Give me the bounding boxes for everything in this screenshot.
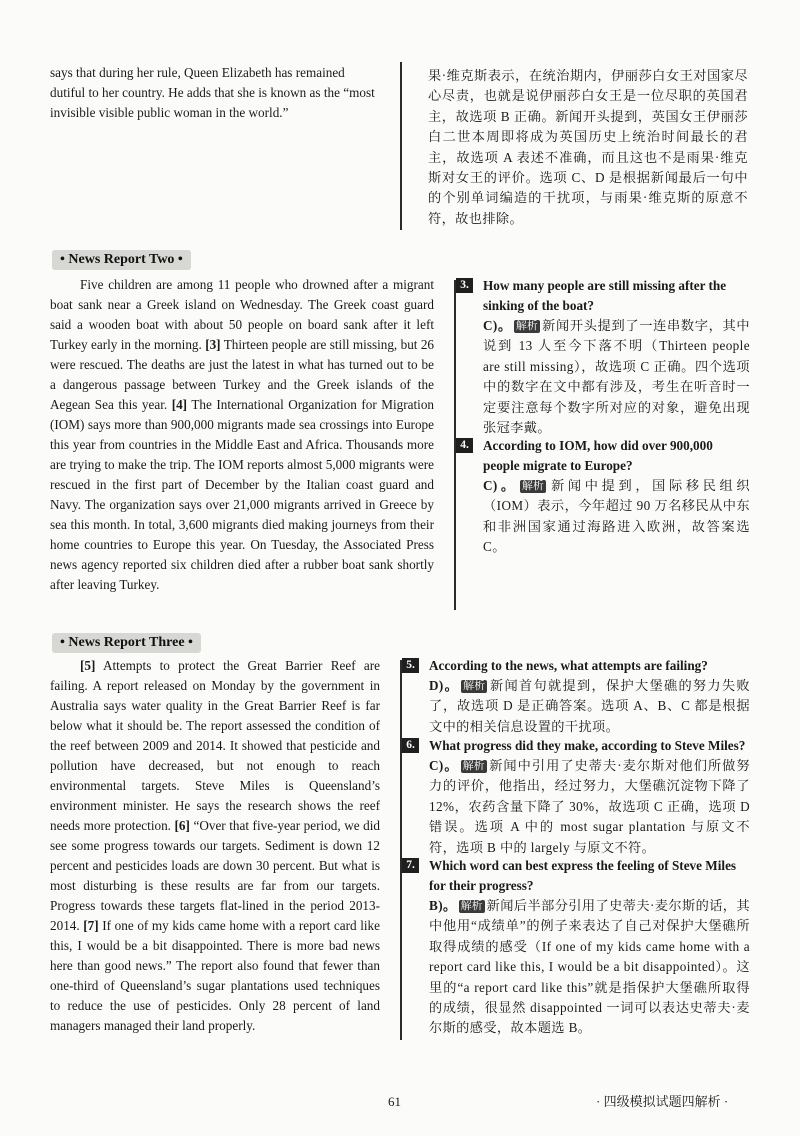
report-three-text-1: Attempts to protect the Great Barrier Reef are failing. A report released on Monday by the government in Australia says water quality in the Great Barrier Reef is far below what it should be. The report assessed the condition of the reef between 2009 and 2014. It showed that pesticide and pollution have decreased, but not enough to reach environmental targets. Steve Miles is Queensland’s environment minister. He says the research shows the reef needs more protection. bbox=[50, 658, 380, 833]
analysis-tag: 解析 bbox=[463, 680, 486, 692]
question-6 bbox=[402, 736, 750, 858]
marker-3: [3] bbox=[205, 337, 221, 352]
running-title: · 四级模拟试题四解析 · bbox=[596, 1094, 729, 1109]
news-report-three-body bbox=[50, 656, 380, 1036]
question-7 bbox=[402, 856, 750, 1039]
report-two-text-3: The International Organization for Migration (IOM) says more than 900,000 migrants made sea crossings into Europe this year from countries in the Middle East and Africa. Thousands more are trying to make the trip. The IOM reports almost 5,000 migrants were rescued in the first part of December by the Italian coast guard and Navy. The organization says over 21,000 migrants arrived in Greece by sea this month. In total, 3,600 migrants died making journeys from their home countries to Europe this year. On Tuesday, the Associated Press news agency reported six children died after a rubber boat sank shortly after leaving Turkey. bbox=[50, 397, 435, 592]
marker-4: [4] bbox=[171, 397, 188, 412]
question-3 bbox=[456, 276, 750, 438]
answer-4: C)。 bbox=[483, 478, 518, 493]
question-6-text: What progress did they make, according to Steve Miles? bbox=[429, 738, 746, 753]
question-number-3: 3. bbox=[456, 278, 473, 293]
question-number-6: 6. bbox=[402, 738, 419, 753]
analysis-tag: 解析 bbox=[462, 760, 485, 772]
analysis-tag: 解析 bbox=[515, 320, 538, 332]
question-7-explanation: B)。 解析 新闻后半部分引用了史蒂夫·麦尔斯的话，其中他用“成绩单”的例子来表达了自己对保护大堡礁所取得成绩的感受（If one of my kids came home with a report card like this, I would be a bit disappointed）。这里的“a report card like this”就是指保护大堡礁所取得的成绩，很显然 disappointed 一词可以表达史蒂夫·麦尔斯的感受，故本题选 B。 bbox=[429, 898, 751, 1036]
marker-6: [6] bbox=[174, 818, 190, 833]
question-5-text: According to the news, what attempts are failing? bbox=[429, 658, 708, 673]
report-three-text-3: If one of my kids came home with a report card like this, I would be a bit disappointed. There is more bad news here than good news.” The report also found that fewer than one-third of Queensland’s sugar plantations used techniques to reduce the use of pesticides. Only 28 percent of land managers managed their land properly. bbox=[50, 918, 380, 1033]
report-three-text-2: “Over that five-year period, we did see some progress towards our targets. Sediment is down 12 percent and pesticides loads are down 30 percent. But what is most disturbing is these results are far from our targets. Progress towards these targets flat-lined in the period 2013-2014. bbox=[50, 818, 380, 933]
question-5-explanation: D)。 解析 新闻首句就提到，保护大堡礁的努力失败了，故选项 D 是正确答案。选项 A、B、C 都是根据文中的相关信息设置的干扰项。 bbox=[429, 678, 750, 734]
question-5 bbox=[402, 656, 750, 737]
news-report-two-label: • News Report Two • bbox=[52, 250, 191, 270]
report-two-text-2: Thirteen people are still missing, but 26 were rescued. The deaths are just the latest in what has turned out to be a dangerous passage between Turkey and the Greek islands of the Aegean Sea this year. bbox=[50, 337, 435, 412]
question-number-4: 4. bbox=[456, 438, 473, 453]
question-number-7: 7. bbox=[402, 858, 419, 873]
top-right-explanation: 果·维克斯表示，在统治期内，伊丽莎白女王对国家尽心尽责，也就是说伊丽莎白女王是一位尽职的英国君主，故选项 B 正确。新闻开头提到，英国女王伊丽莎白二世本周即将成为英国历史上统治时间最长的君主，故选项 A 表述不准确，而且这也不是雨果·维克斯对女王的评价。选项 C、D 是根据新闻最后一句中的个别单词编造的干扰项，与雨果·维克斯的原意不符，故也排除。 bbox=[428, 68, 748, 226]
analysis-tag: 解析 bbox=[521, 480, 544, 492]
question-3-explanation: C)。 解析 新闻开头提到了一连串数字，其中说到 13 人至今下落不明（Thirteen people are still missing），故选项 C 正确。四个选项中的数字在文中都有涉及，考生在听音时一定要注意每个数字所对应的对象，避免出现张冠李戴。 bbox=[483, 318, 751, 436]
report-two-text-1: Five children are among 11 people who drowned after a migrant boat sank near a Greek island on Wednesday. The Greek coast guard said a wooden boat with about 50 people on board sank after it left Turkey early in the morning. bbox=[50, 277, 434, 352]
question-4-text: According to IOM, how did over 900,000 people migrate to Europe? bbox=[483, 438, 713, 473]
question-4 bbox=[456, 436, 750, 558]
question-7-text: Which word can best express the feeling of Steve Miles for their progress? bbox=[429, 858, 737, 893]
marker-7: [7] bbox=[83, 918, 99, 933]
question-4-explanation: C)。 解析 新闻中提到，国际移民组织（IOM）表示，今年超过 90 万名移民从中东和非洲国家通过海路进入欧洲，故答案选 C。 bbox=[483, 478, 750, 555]
question-number-5: 5. bbox=[402, 658, 419, 673]
page-number: 61 bbox=[388, 1094, 401, 1109]
answer-3: C)。 bbox=[483, 318, 512, 333]
answer-5: D)。 bbox=[429, 678, 460, 693]
top-left-paragraph: says that during her rule, Queen Elizabeth has remained dutiful to her country. He adds that she is known as the “most invisible visible public woman in the world.” bbox=[50, 65, 375, 120]
question-6-explanation: C)。 解析 新闻中引用了史蒂夫·麦尔斯对他们所做努力的评价，他指出，经过努力，大堡礁沉淀物下降了 12%，农药含量下降了 30%，故选项 C 正确，选项 D 错误。选项 A 中的 most sugar plantation 与原文不符，选项 B 中的 largely 与原文不符。 bbox=[429, 758, 750, 855]
answer-7: B)。 bbox=[429, 898, 457, 913]
news-report-two-body bbox=[50, 275, 434, 595]
analysis-tag: 解析 bbox=[460, 900, 483, 912]
column-divider-top bbox=[400, 62, 402, 230]
marker-5: [5] bbox=[80, 658, 96, 673]
answer-6: C)。 bbox=[429, 758, 459, 773]
question-3-text: How many people are still missing after the sinking of the boat? bbox=[483, 278, 727, 313]
news-report-three-label: • News Report Three • bbox=[52, 633, 201, 653]
